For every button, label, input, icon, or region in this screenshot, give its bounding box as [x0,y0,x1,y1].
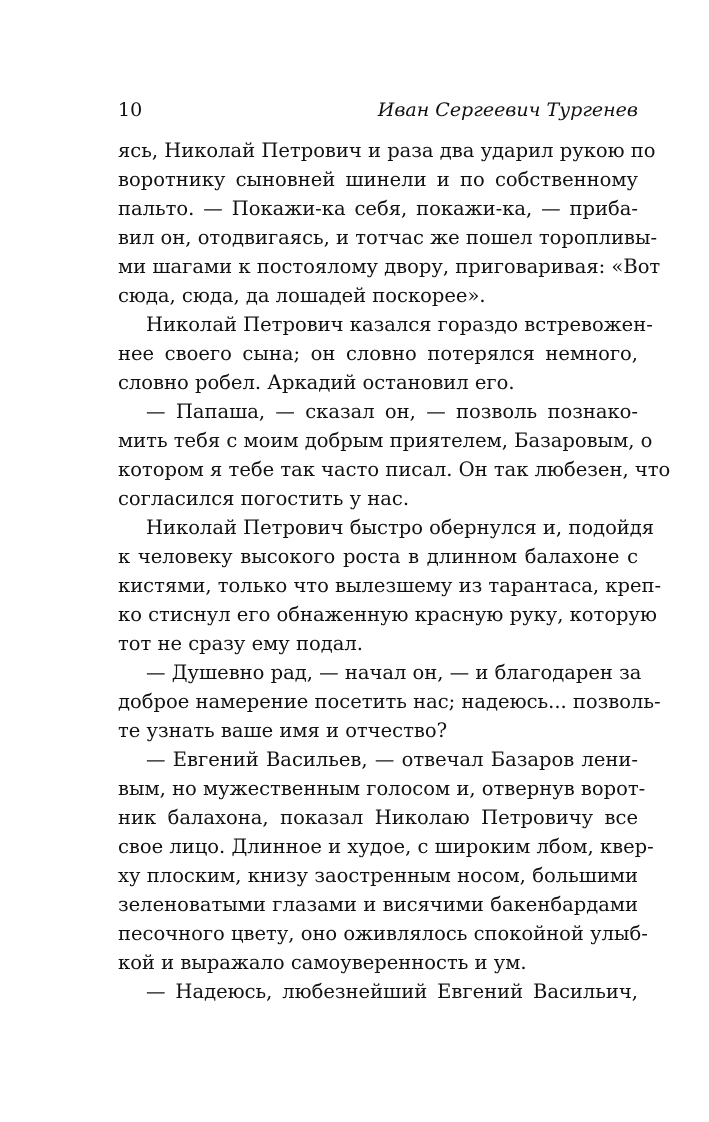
text-line: — Папаша, — сказал он, — позволь познако- [146,400,638,423]
text-line: — Евгений Васильев, — отвечал Базаров лени- [146,748,638,771]
text-line: Николай Петрович казался гораздо встревожен- [146,313,653,336]
text-line: вым, но мужественным голосом и, отвернув ворот- [118,777,646,800]
text-line: доброе намерение посетить нас; надеюсь... позволь- [118,690,661,713]
page-number: 10 [118,99,143,121]
text-line: вил он, отодвигаясь, и тотчас же пошел торопливы- [118,226,658,249]
text-line: к человеку высокого роста в длинном балахоне с [118,545,638,568]
text-line: воротнику сыновней шинели и по собственному [118,168,638,191]
text-line: словно робел. Аркадий остановил его. [118,371,515,394]
text-line: ми шагами к постоялому двору, приговаривая: «Вот [118,255,661,278]
text-line: — Душевно рад, — начал он, — и благодарен за [146,661,642,684]
text-line: — Надеюсь, любезнейший Евгений Васильич, [146,980,638,1003]
text-line: те узнать ваше имя и отчество? [118,719,448,742]
text-line: нее своего сына; он словно потерялся немного, [118,342,638,365]
text-line: кой и выражало самоуверенность и ум. [118,951,527,974]
text-line: ник балахона, показал Николаю Петровичу все [118,806,638,829]
running-head [118,96,638,124]
text-line: свое лицо. Длинное и худое, с широким лбом, квер- [118,835,654,858]
text-line: сюда, сюда, да лошадей поскорее». [118,284,486,307]
text-line: тот не сразу ему подал. [118,632,363,655]
text-line: согласился погостить у нас. [118,487,410,510]
text-line: песочного цвету, оно оживлялось спокойной улыб- [118,922,648,945]
text-line: ко стиснул его обнаженную красную руку, которую [118,603,657,626]
text-line: кистями, только что вылезшему из тарантаса, креп- [118,574,662,597]
text-line: ясь, Николай Петрович и раза два ударил рукою по [118,139,656,162]
text-line: ху плоским, книзу заостренным носом, большими [118,864,638,887]
text-line: пальто. — Покажи-ка себя, покажи-ка, — приба- [118,197,638,220]
text-line: Николай Петрович быстро обернулся и, подойдя [146,516,655,539]
text-line: мить тебя с моим добрым приятелем, Базаровым, о [118,429,653,452]
text-line: зеленоватыми глазами и висячими бакенбардами [118,893,638,916]
body-text [118,136,671,1006]
text-line: котором я тебе так часто писал. Он так любезен, что [118,458,671,481]
running-title: Иван Сергеевич Тургенев [377,99,638,121]
